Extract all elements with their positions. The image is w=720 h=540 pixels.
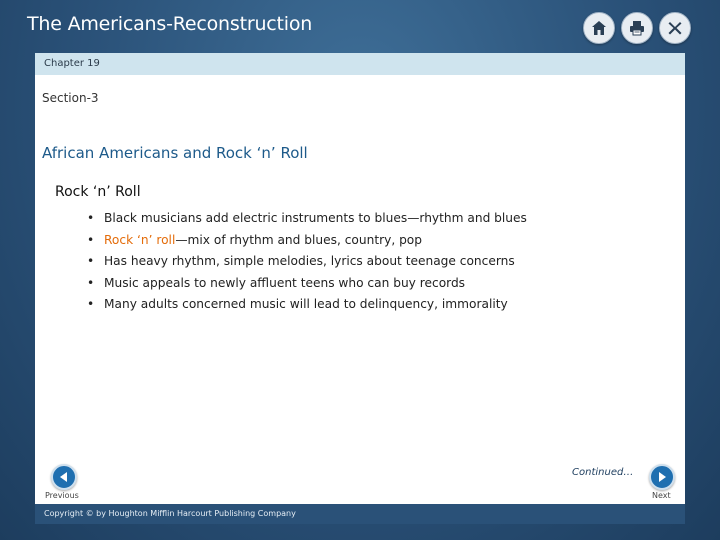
close-button[interactable]	[659, 12, 691, 44]
bullet-dot: •	[87, 232, 95, 247]
bullet-dot: •	[87, 211, 95, 225]
previous-label[interactable]: Previous	[45, 491, 79, 500]
bullet-dot: •	[87, 254, 95, 269]
bullet-text: Music appeals to newly affluent teens who can buy records	[104, 275, 466, 290]
continued-label: Continued…	[572, 467, 634, 478]
print-button[interactable]	[621, 12, 653, 44]
list-item	[87, 294, 527, 316]
bullet-text: —mix of rhythm and blues, country, pop	[175, 232, 422, 247]
list-item	[87, 230, 527, 252]
home-button[interactable]	[583, 12, 615, 44]
next-label[interactable]: Next	[652, 491, 671, 500]
bullet-text: Many adults concerned music will lead to delinquency, immorality	[104, 297, 508, 312]
slide-content	[35, 53, 685, 504]
chapter-label: Chapter 19	[35, 53, 685, 75]
slide-subheading: Rock ‘n’ Roll	[55, 184, 141, 200]
home-icon	[590, 19, 608, 37]
list-item	[87, 208, 527, 230]
previous-button[interactable]	[51, 464, 77, 490]
toolbar	[583, 12, 691, 44]
list-item	[87, 251, 527, 273]
next-button[interactable]	[649, 464, 675, 490]
bullet-dot: •	[87, 275, 95, 290]
arrow-left-icon	[58, 471, 70, 483]
key-term: Rock ‘n’ roll	[104, 232, 176, 247]
app-title: The Americans-Reconstruction	[27, 13, 313, 35]
print-icon	[628, 19, 646, 37]
copyright-footer: Copyright © by Houghton Mifflin Harcourt Publishing Company	[35, 504, 685, 524]
list-item	[87, 273, 527, 295]
bullet-list	[87, 208, 527, 316]
close-icon	[666, 19, 684, 37]
bullet-text: Black musicians add electric instruments to blues—rhythm and blues	[104, 211, 527, 225]
section-label: Section-3	[42, 91, 99, 105]
bullet-text: Has heavy rhythm, simple melodies, lyrics about teenage concerns	[104, 254, 515, 269]
arrow-right-icon	[656, 471, 668, 483]
slide-heading: African Americans and Rock ‘n’ Roll	[42, 144, 308, 162]
bullet-dot: •	[87, 297, 95, 312]
